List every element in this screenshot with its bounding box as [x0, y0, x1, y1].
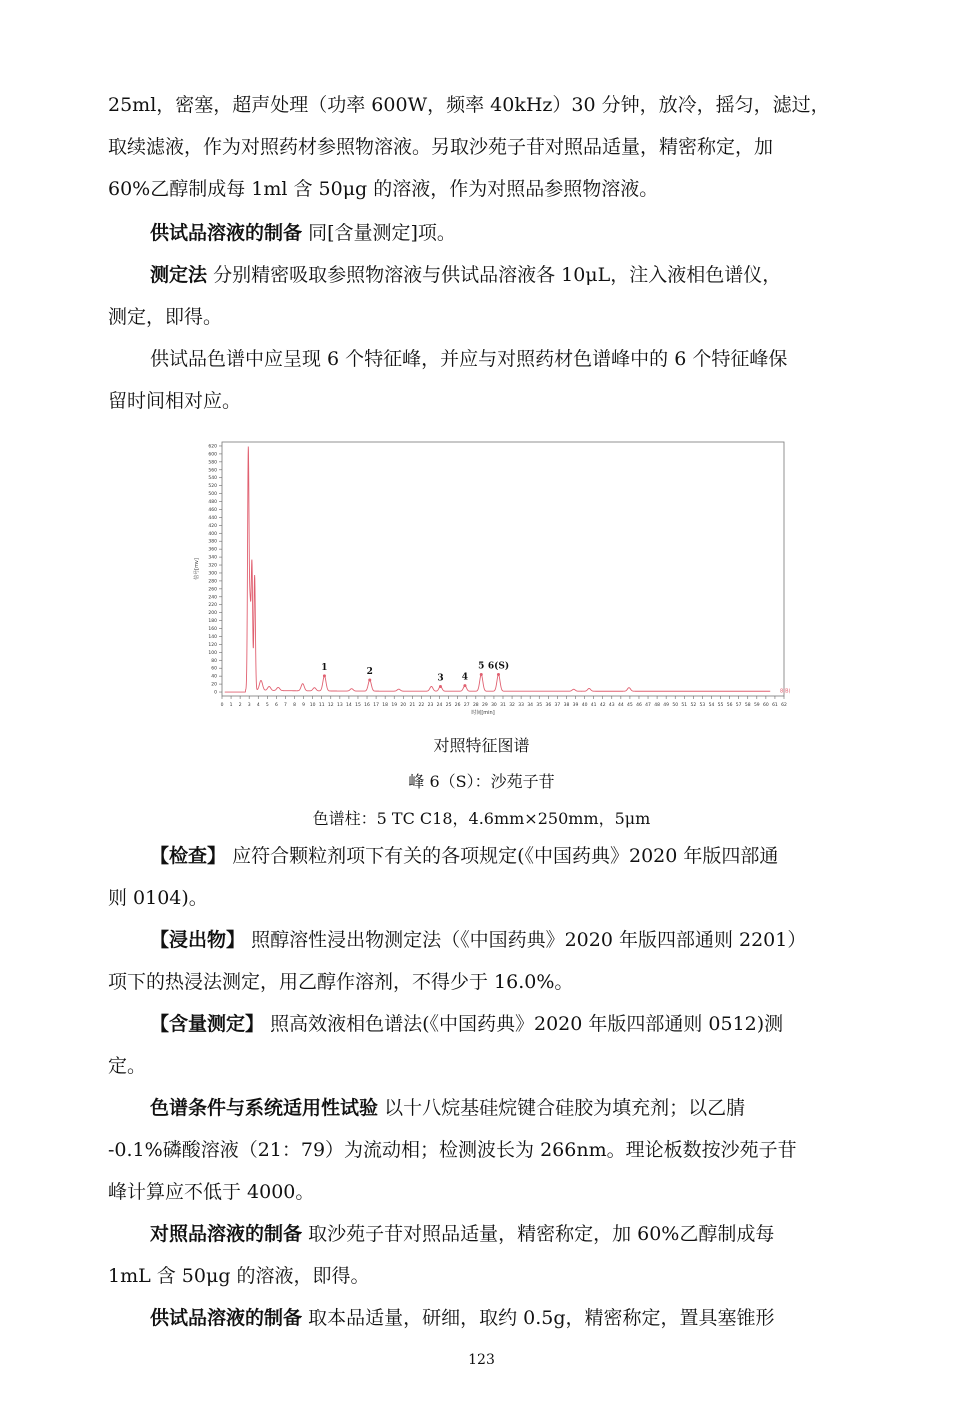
y-tick-label: 60	[211, 666, 217, 672]
section-heading: 供试品溶液的制备	[150, 222, 303, 244]
x-tick-label: 43	[608, 703, 615, 708]
y-axis-label: 信号[mv]	[194, 558, 200, 580]
peak-label: 1	[321, 662, 328, 673]
x-tick-label: 3	[247, 703, 251, 708]
y-tick-label: 380	[208, 539, 217, 545]
y-tick-label: 180	[208, 619, 217, 625]
y-tick-label: 440	[208, 515, 217, 521]
text-line	[108, 919, 858, 961]
text-line	[108, 254, 858, 296]
section-heading: 供试品溶液的制备	[150, 1307, 303, 1329]
x-tick-label: 0	[220, 703, 224, 708]
x-tick-label: 40	[581, 703, 588, 708]
y-tick-label: 120	[208, 642, 217, 648]
y-tick-label: 160	[208, 627, 217, 633]
y-tick-label: 420	[208, 523, 217, 529]
y-tick-label: 40	[211, 674, 217, 680]
section-text: 照醇溶性浸出物测定法（《中国药典》2020 年版四部通则 2201）	[251, 929, 807, 951]
peak-marker	[463, 684, 466, 687]
plot-frame	[222, 442, 784, 696]
chromatogram-chart	[190, 436, 794, 720]
paragraph-assay	[108, 1003, 858, 1087]
text-line: 定。	[108, 1055, 147, 1077]
section-heading: 色谱条件与系统适用性试验	[150, 1097, 379, 1119]
peak-label: 3	[437, 673, 444, 684]
y-tick-label: 620	[208, 444, 217, 450]
paragraph-top-3	[108, 254, 858, 338]
x-tick-label: 52	[690, 703, 697, 708]
x-tick-label: 15	[355, 703, 361, 708]
section-text: 照高效液相色谱法(《中国药典》2020 年版四部通则 0512)测	[270, 1013, 784, 1035]
y-tick-label: 320	[208, 563, 217, 569]
x-tick-label: 54	[708, 703, 715, 708]
x-tick-label: 62	[781, 703, 787, 708]
x-tick-label: 19	[391, 703, 398, 708]
paragraph-top-1	[108, 84, 858, 210]
y-tick-label: 280	[208, 579, 217, 585]
x-tick-label: 16	[364, 703, 370, 708]
x-tick-label: 29	[482, 703, 488, 708]
section-heading: 【检查】	[150, 845, 227, 867]
column-note: 色谱柱：5 TC C18，4.6mm×250mm，5μm	[312, 809, 651, 828]
y-tick-label: 480	[208, 500, 217, 506]
section-heading: 对照品溶液的制备	[150, 1223, 303, 1245]
y-tick-label: 200	[208, 611, 217, 617]
y-tick-label: 460	[208, 507, 217, 513]
y-tick-label: 100	[208, 650, 217, 656]
y-tick-label: 500	[208, 492, 217, 498]
y-tick-label: 560	[208, 468, 217, 474]
x-tick-label: 12	[327, 703, 334, 708]
x-tick-label: 49	[663, 703, 670, 708]
y-tick-label: 520	[208, 484, 217, 490]
paragraph-inspection	[108, 835, 858, 919]
x-tick-label: 42	[599, 703, 606, 708]
peak-marker	[323, 674, 326, 677]
text-line	[108, 835, 858, 877]
y-tick-label: 80	[211, 658, 217, 664]
paragraph-top-2	[108, 212, 858, 254]
x-tick-label: 22	[418, 703, 425, 708]
peak-marker	[497, 673, 500, 676]
text-line: 1mL 含 50μg 的溶液，即得。	[108, 1265, 370, 1287]
text-line: 测定，即得。	[108, 306, 223, 328]
paragraph-test-solution	[108, 1297, 858, 1339]
x-tick-label: 4	[256, 703, 260, 708]
y-tick-label: 0	[214, 690, 217, 696]
section-heading: 【浸出物】	[150, 929, 246, 951]
x-tick-label: 39	[572, 703, 579, 708]
y-tick-label: 220	[208, 603, 217, 609]
text-line: 60%乙醇制成每 1ml 含 50μg 的溶液，作为对照品参照物溶液。	[108, 178, 659, 200]
y-tick-label: 240	[208, 595, 217, 601]
section-text: 分别精密吸取参照物溶液与供试品溶液各 10μL，注入液相色谱仪，	[213, 264, 782, 286]
text-line: 峰计算应不低于 4000。	[108, 1181, 315, 1203]
section-text: 应符合颗粒剂项下有关的各项规定(《中国药典》2020 年版四部通	[232, 845, 779, 867]
x-tick-label: 36	[545, 703, 552, 708]
x-tick-label: 53	[699, 703, 706, 708]
text-line	[108, 212, 858, 254]
peak-label: 6(S)	[487, 661, 510, 672]
text-line: 项下的热浸法测定，用乙醇作溶剂，不得少于 16.0%。	[108, 971, 574, 993]
x-tick-label: 20	[400, 703, 407, 708]
peak-marker	[368, 679, 371, 682]
y-tick-label: 580	[208, 460, 217, 466]
section-text: 以十八烷基硅烷键合硅胶为填充剂；以乙腈	[384, 1097, 746, 1119]
text-line	[108, 1213, 858, 1255]
x-tick-label: 5	[265, 703, 269, 708]
x-tick-label: 14	[346, 703, 352, 708]
y-tick-label: 260	[208, 587, 217, 593]
x-tick-label: 55	[717, 703, 724, 708]
series-label: 8(B)	[780, 688, 791, 695]
x-tick-label: 17	[373, 703, 379, 708]
x-tick-label: 45	[627, 703, 633, 708]
x-tick-label: 27	[463, 703, 470, 708]
page-number: 123	[468, 1352, 495, 1368]
y-tick-label: 140	[208, 634, 217, 640]
x-tick-label: 56	[726, 703, 733, 708]
peak-label: 2	[366, 667, 373, 678]
peak-label: 4	[461, 672, 469, 683]
x-tick-label: 11	[318, 703, 325, 708]
x-tick-label: 23	[427, 703, 434, 708]
x-tick-label: 57	[735, 703, 742, 708]
x-tick-label: 18	[382, 703, 389, 708]
x-tick-label: 9	[302, 703, 306, 708]
y-tick-label: 600	[208, 452, 217, 458]
paragraph-extract	[108, 919, 858, 1003]
y-tick-label: 400	[208, 531, 217, 537]
text-line	[108, 1003, 858, 1045]
section-heading: 测定法	[150, 264, 208, 286]
x-tick-label: 50	[672, 703, 679, 708]
x-tick-label: 26	[454, 703, 461, 708]
text-line	[108, 1087, 858, 1129]
x-tick-label: 41	[590, 703, 597, 708]
x-tick-label: 2	[238, 703, 242, 708]
paragraph-conditions	[108, 1087, 858, 1213]
x-tick-label: 46	[636, 703, 642, 708]
y-tick-label: 360	[208, 547, 217, 553]
text-line: 25ml，密塞，超声处理（功率 600W，频率 40kHz）30 分钟，放冷，摇匀，滤过，	[108, 94, 830, 116]
y-tick-label: 20	[211, 682, 217, 688]
x-tick-label: 59	[753, 703, 760, 708]
x-tick-label: 34	[527, 703, 534, 708]
x-tick-label: 21	[409, 703, 416, 708]
x-tick-label: 51	[681, 703, 688, 708]
peak-note: 峰 6（S）：沙苑子苷	[408, 772, 555, 791]
peak-marker	[480, 673, 483, 676]
x-tick-label: 30	[491, 703, 497, 708]
x-tick-label: 37	[554, 703, 561, 708]
text-line: 取续滤液，作为对照药材参照物溶液。另取沙苑子苷对照品适量，精密称定，加	[108, 136, 774, 158]
x-tick-label: 13	[336, 703, 343, 708]
x-tick-label: 35	[536, 703, 543, 708]
x-axis-label: 时间[min]	[471, 710, 495, 716]
x-tick-label: 25	[445, 703, 452, 708]
peak-label: 5	[478, 661, 485, 672]
section-text: 取沙苑子苷对照品适量，精密称定，加 60%乙醇制成每	[308, 1223, 775, 1245]
section-heading: 【含量测定】	[150, 1013, 265, 1035]
text-line: 留时间相对应。	[108, 390, 242, 412]
paragraph-reference-solution	[108, 1213, 858, 1297]
x-tick-label: 33	[518, 703, 524, 708]
x-tick-label: 1	[229, 703, 233, 708]
section-text: 取本品适量，研细，取约 0.5g，精密称定，置具塞锥形	[308, 1307, 775, 1329]
x-tick-label: 7	[284, 703, 287, 708]
x-tick-label: 58	[744, 703, 751, 708]
text-line: -0.1%磷酸溶液（21：79）为流动相；检测波长为 266nm。理论板数按沙苑子苷	[108, 1139, 797, 1161]
text-line: 则 0104)。	[108, 887, 208, 909]
x-tick-label: 6	[274, 703, 278, 708]
y-tick-label: 340	[208, 555, 217, 561]
x-tick-label: 10	[309, 703, 316, 708]
figure-caption: 对照特征图谱	[433, 736, 530, 755]
section-text: 同[含量测定]项。	[308, 222, 456, 244]
x-tick-label: 48	[654, 703, 660, 708]
paragraph-top-4	[108, 338, 858, 422]
x-tick-label: 28	[472, 703, 479, 708]
y-tick-label: 540	[208, 476, 217, 482]
x-tick-label: 60	[763, 703, 769, 708]
peak-marker	[439, 685, 442, 688]
x-tick-label: 32	[509, 703, 515, 708]
y-tick-label: 300	[208, 571, 217, 577]
x-tick-label: 38	[563, 703, 570, 708]
x-tick-label: 24	[436, 703, 443, 708]
x-tick-label: 8	[293, 703, 296, 708]
text-line: 供试品色谱中应呈现 6 个特征峰，并应与对照药材色谱峰中的 6 个特征峰保	[150, 348, 788, 370]
x-tick-label: 61	[772, 703, 778, 708]
x-tick-label: 47	[645, 703, 651, 708]
x-tick-label: 44	[617, 703, 624, 708]
text-line	[108, 1297, 858, 1339]
x-tick-label: 31	[500, 703, 506, 708]
